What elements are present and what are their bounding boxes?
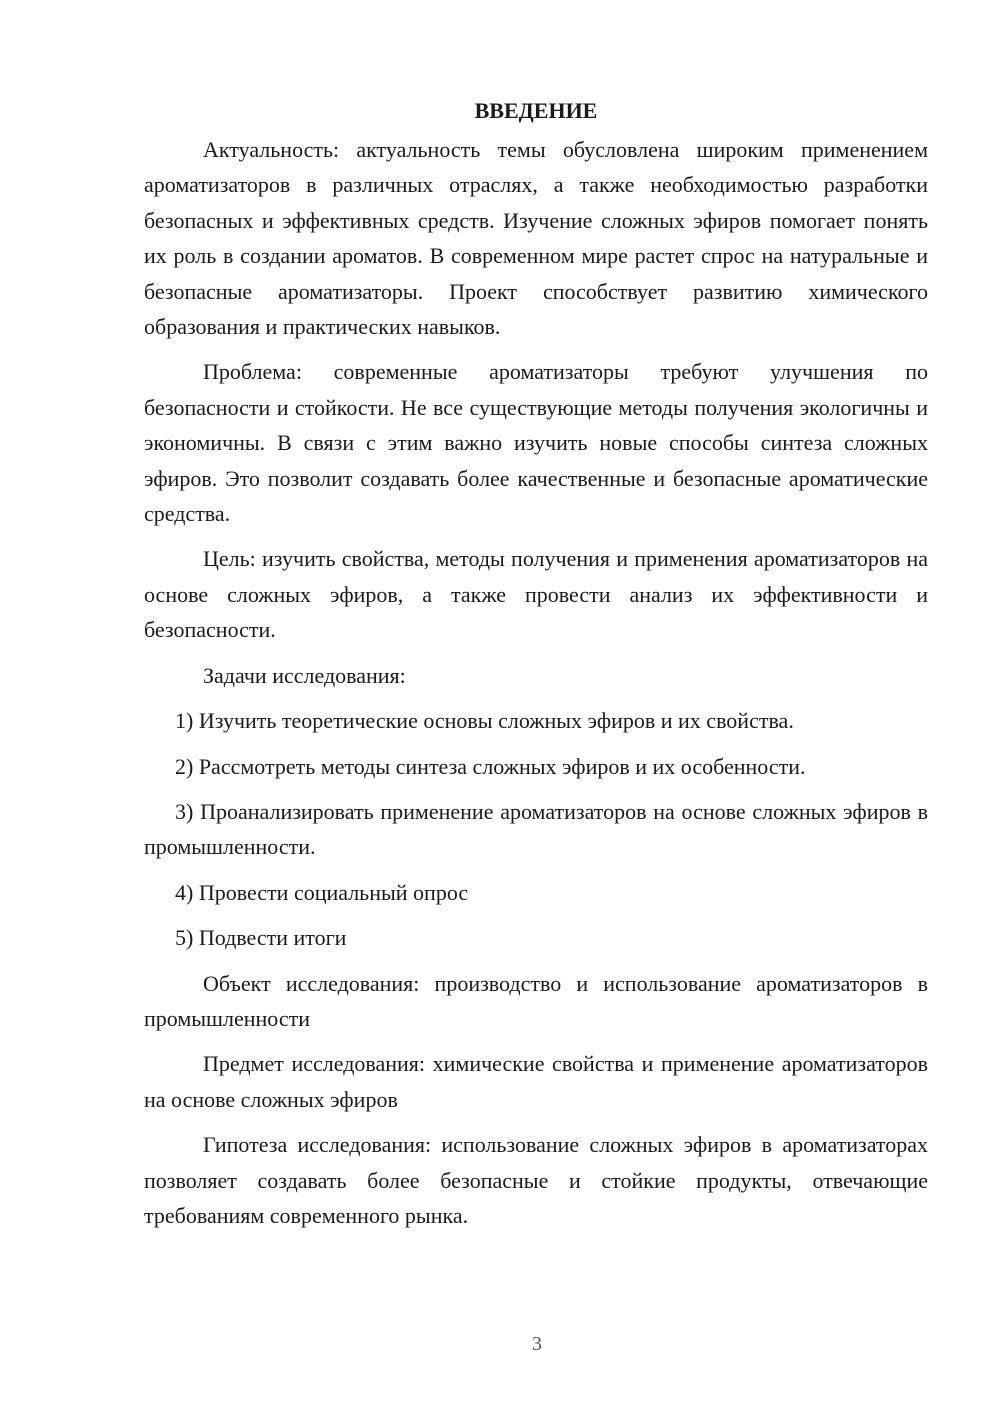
list-item-task-5: 5) Подвести итоги: [175, 925, 347, 951]
paragraph-goal: Цель: изучить свойства, методы получения и применения ароматизаторов на основе сложных эфиров, а также провести анализ их эффективности и безопасности.: [144, 546, 928, 643]
paragraph-tasks-heading: Задачи исследования:: [203, 662, 406, 688]
paragraph-relevance: Актуальность: актуальность темы обусловлена широким применением ароматизаторов в различных отраслях, а также необходимостью разработки безопасных и эффективных средств. Изучение сложных эфиров помогает понять их роль в создании ароматов. В современном мире растет спрос на натуральные и безопасные ароматизаторы. Проект способствует развитию химического образования и практических навыков.: [144, 137, 928, 340]
paragraph-subject: Предмет исследования: химические свойства и применение ароматизаторов на основе сложных эфиров: [144, 1051, 928, 1112]
paragraph-hypothesis: Гипотеза исследования: использование сложных эфиров в ароматизаторах позволяет создавать более безопасные и стойкие продукты, отвечающие требованиям современного рынка.: [144, 1132, 928, 1228]
list-item-task-3: 3) Проанализировать применение ароматизаторов на основе сложных эфиров в промышленности.: [144, 798, 928, 860]
list-item-task-4: 4) Провести социальный опрос: [175, 879, 469, 905]
document-page: [144, 96, 928, 1243]
paragraph-problem: Проблема: современные ароматизаторы требуют улучшения по безопасности и стойкости. Не все существующие методы получения экологичны и экономичны. В связи с этим важно изучить новые способы синтеза сложных эфиров. Это позволит создавать более качественные и безопасные ароматические средства.: [144, 359, 928, 527]
list-item-task-2: 2) Рассмотреть методы синтеза сложных эфиров и их особенности.: [175, 753, 806, 779]
list-item-task-1: 1) Изучить теоретические основы сложных эфиров и их свойства.: [175, 708, 794, 734]
paragraph-object: Объект исследования: производство и использование ароматизаторов в промышленности: [144, 970, 928, 1031]
page-number: 3: [532, 1333, 542, 1355]
section-title: ВВЕДЕНИЕ: [474, 98, 598, 123]
